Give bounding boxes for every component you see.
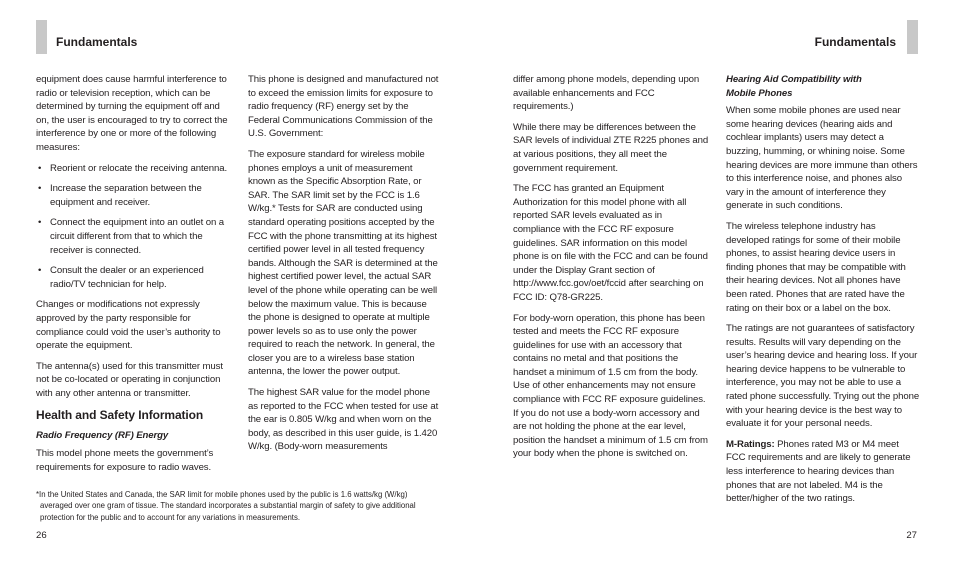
- left-page-number: 26: [36, 530, 47, 541]
- paragraph: While there may be differences between the SAR levels of individual ZTE R225 phones and at various positions, they all meet the government requirement.: [513, 121, 709, 174]
- paragraph: The FCC has granted an Equipment Authorization for this model phone with all reported SAR levels evaluated as in compliance with the FCC RF exposure guidelines. SAR information on this model phone is on file with the FCC and can be found under the Display Grant section of http://www.fcc.gov/oet/fccid after searching on FCC ID: Q78-GR225.: [513, 183, 708, 303]
- footnote: [36, 489, 456, 523]
- paragraph: equipment does cause harmful interference to radio or television reception, which can be determined by turning the equipment off and on, the user is encouraged to try to correct the interference by one or more of the following measures:: [36, 74, 228, 153]
- list-item: • Connect the equipment into an outlet on a circuit different from that to which the receiver is connected.: [36, 216, 232, 257]
- left-running-header: Fundamentals: [56, 35, 138, 49]
- paragraph: For body-worn operation, this phone has been tested and meets the FCC RF exposure guidelines for use with an accessory that contains no metal and that positions the handset a minimum of 1.5 cm from the body. Use of other enhancements may not ensure compliance with FCC RF exposure guidelines. If you do not use a body-worn accessory and are not holding the phone at the ear level, position the handset a minimum of 1.5 cm from your body when the phone is switched on.: [513, 312, 708, 460]
- subsection-heading: [726, 73, 920, 100]
- heading-line-2: Mobile Phones: [726, 87, 793, 99]
- m-ratings-label: M-Ratings:: [726, 438, 775, 450]
- footnote-line: *In the United States and Canada, the SAR limit for mobile phones used by the public is 1.6 watts/kg (W/kg): [36, 490, 408, 499]
- list-item: • Consult the dealer or an experienced radio/TV technician for help.: [36, 264, 232, 291]
- paragraph: differ among phone models, depending upon available enhancements and FCC requirements.): [513, 74, 700, 113]
- footnote-line: averaged over one gram of tissue. The standard incorporates a substantial margin of safety to give additional: [40, 501, 416, 511]
- m-ratings-text: Phones rated M3 or M4 meet FCC requirements and are likely to generate less interference to hearing devices than phones that are not labeled. M4 is the better/higher of the two ratings.: [726, 438, 911, 505]
- paragraph: The antenna(s) used for this transmitter must not be co-located or operating in conjunction with any other antenna or transmitter.: [36, 360, 223, 399]
- right-page-number: 27: [906, 530, 917, 541]
- paragraph: The ratings are not guarantees of satisfactory results. Results will vary depending on the user’s hearing device and hearing loss. If your hearing device happens to be vulnerable to interference, you may not be able to use a rated phone successfully. Trying out the phone with your hearing device is the best way to evaluate it for your personal needs.: [726, 323, 920, 430]
- left-page-tab-marker: [36, 20, 47, 54]
- paragraph: The wireless telephone industry has developed ratings for some of their mobile phones, to assist hearing device users in finding phones that may be compatible with their hearing devices. Not all phones have been rated. Phones that are rated have the rating on their box or a label on the box.: [726, 220, 906, 314]
- right-page-column-2: [726, 73, 920, 513]
- left-page-column-1: [36, 73, 232, 481]
- right-running-header: Fundamentals: [814, 35, 896, 49]
- footnote-line: protection for the public and to account for any variations in measurements.: [40, 512, 301, 522]
- paragraph: When some mobile phones are used near some hearing devices (hearing aids and cochlear implants) users may detect a buzzing, humming, or whining noise. Some hearing devices are more immune than others to this interference noise, and phones also vary in the amount of interference they generate in such conditions.: [726, 105, 918, 212]
- left-page-column-2: [248, 73, 440, 461]
- bullet-list: [36, 162, 232, 292]
- section-heading: Health and Safety Information: [36, 408, 204, 423]
- subsection-heading: Radio Frequency (RF) Energy: [36, 430, 169, 442]
- paragraph: This phone is designed and manufactured not to exceed the emission limits for exposure to radio frequency (RF) energy set by the Federal Communications Commission of the U.S. Government:: [248, 74, 439, 140]
- right-page-tab-marker: [907, 20, 918, 54]
- paragraph: The highest SAR value for the model phone as reported to the FCC when tested for use at the ear is 0.805 W/kg and when worn on the body, as described in this user guide, is 1.420 W/kg. (Body-worn measurements: [248, 387, 439, 453]
- heading-line-1: Hearing Aid Compatibility with: [726, 74, 862, 85]
- right-page-column-1: [513, 73, 709, 468]
- paragraph: Changes or modifications not expressly approved by the party responsible for compliance could void the user’s authority to operate the equipment.: [36, 299, 221, 352]
- list-item: • Increase the separation between the equipment and receiver.: [36, 182, 232, 209]
- paragraph: [726, 438, 920, 506]
- paragraph: The exposure standard for wireless mobile phones employs a unit of measurement known as the Specific Absorption Rate, or SAR. The SAR limit set by the FCC is 1.6 W/kg.* Tests for SAR are conducted using standard operating positions accepted by the FCC with the phone transmitting at its highest certified power level in all tested frequency bands. Although the SAR is determined at the highest certified power level, the actual SAR level of the phone while operating can be well below the maximum value. This is because the phone is designed to operate at multiple power levels so as to use only the power required to reach the network. In general, the closer you are to a wireless base station antenna, the lower the power output.: [248, 148, 438, 378]
- list-item: • Reorient or relocate the receiving antenna.: [36, 162, 232, 176]
- paragraph: This model phone meets the government’s requirements for exposure to radio waves.: [36, 448, 214, 473]
